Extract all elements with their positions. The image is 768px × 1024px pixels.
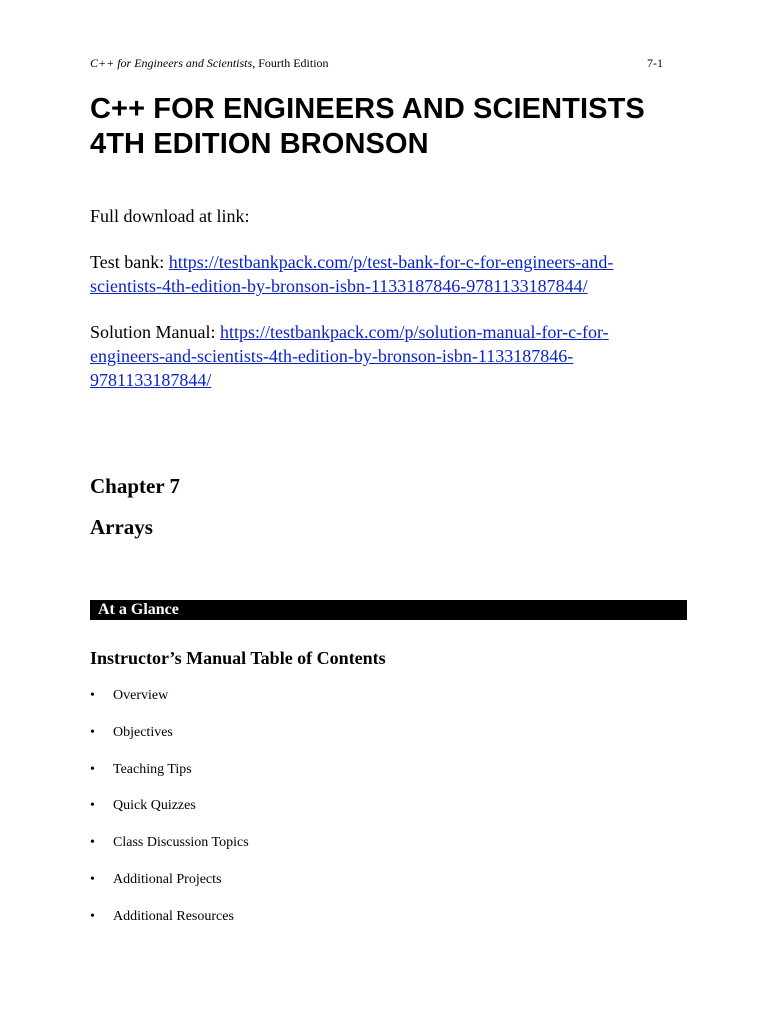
solution-manual-link-line-3: 9781133187844/ bbox=[90, 370, 212, 390]
test-bank-label: Test bank: bbox=[90, 252, 169, 272]
bullet-icon: • bbox=[90, 798, 95, 814]
test-bank-link[interactable] bbox=[90, 252, 613, 296]
test-bank-link-line-1: https://testbankpack.com/p/test-bank-for-c-for-engineers-and- bbox=[168, 252, 614, 272]
toc-item-label: Objectives bbox=[113, 724, 173, 740]
solution-manual-label: Solution Manual: bbox=[90, 322, 220, 342]
toc-item-label: Class Discussion Topics bbox=[113, 835, 249, 851]
bullet-icon: • bbox=[90, 761, 95, 777]
bullet-icon: • bbox=[90, 835, 95, 851]
download-text: Full download at link: bbox=[90, 206, 250, 226]
header-book-title: C++ for Engineers and Scientists, bbox=[90, 56, 256, 70]
running-header bbox=[90, 55, 663, 71]
test-bank-link-line-2: scientists-4th-edition-by-bronson-isbn-1133187846-9781133187844/ bbox=[90, 276, 588, 296]
toc-heading: Instructor’s Manual Table of Contents bbox=[90, 648, 386, 668]
header-page-number: 7-1 bbox=[647, 56, 663, 70]
toc-item-label: Additional Resources bbox=[113, 908, 234, 924]
at-a-glance-bar bbox=[90, 600, 687, 620]
title-line-1: C++ FOR ENGINEERS AND SCIENTISTS bbox=[90, 93, 645, 125]
solution-manual-paragraph bbox=[90, 320, 690, 392]
bullet-icon: • bbox=[90, 908, 95, 924]
header-edition: Fourth Edition bbox=[255, 56, 329, 70]
test-bank-paragraph bbox=[90, 250, 690, 298]
bullet-icon: • bbox=[90, 871, 95, 887]
chapter-number: Chapter 7 bbox=[90, 474, 181, 498]
at-a-glance-label: At a Glance bbox=[98, 601, 179, 618]
solution-manual-link-line-1: https://testbankpack.com/p/solution-manual-for-c-for- bbox=[220, 322, 609, 342]
document-title bbox=[90, 92, 710, 162]
toc-item-label: Overview bbox=[113, 688, 169, 703]
chapter-title: Arrays bbox=[90, 515, 153, 539]
toc-item-label: Quick Quizzes bbox=[113, 798, 196, 814]
solution-manual-link-line-2: engineers-and-scientists-4th-edition-by-bronson-isbn-1133187846- bbox=[90, 346, 574, 366]
bullet-icon: • bbox=[90, 724, 95, 740]
toc-item-label: Teaching Tips bbox=[113, 761, 192, 777]
bullet-icon: • bbox=[90, 688, 95, 703]
toc-item-label: Additional Projects bbox=[113, 871, 222, 887]
title-line-2: 4TH EDITION BRONSON bbox=[90, 128, 429, 160]
